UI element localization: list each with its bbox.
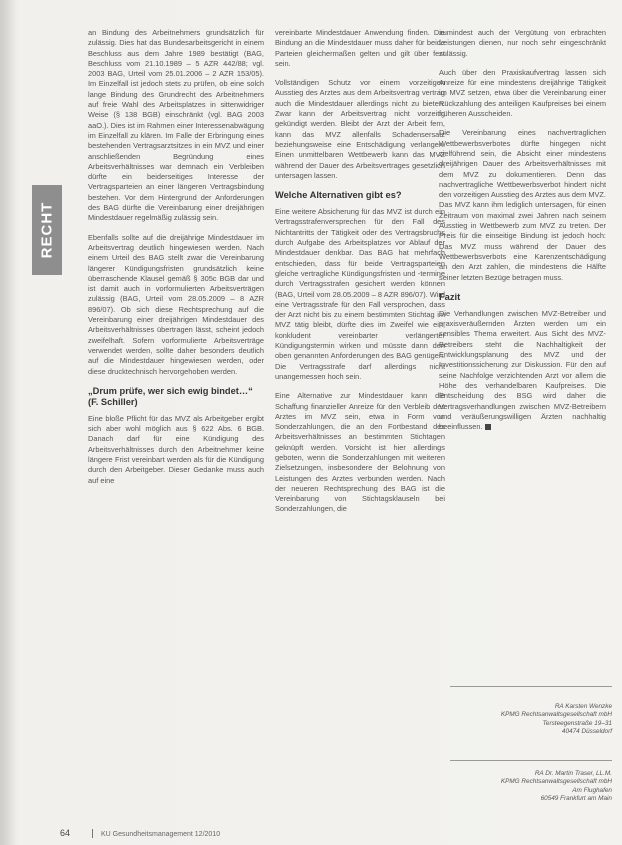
section-tab	[32, 185, 62, 275]
column-1	[88, 28, 264, 495]
author-block-1	[450, 703, 612, 736]
publication-name: KU Gesundheitsmanagement 12/2010	[101, 831, 221, 838]
author-line: 40474 Düsseldorf	[561, 727, 612, 735]
column-3	[439, 28, 606, 441]
paragraph: Eine bloße Pflicht für das MVZ als Arbeitgeber ergibt sich aber wohl möglich aus § 622 Abs. 6 BGB. Danach darf für eine Kündigung des Arbeitsverhältnisses durch den Arbeitnehmer keine längere Frist vereinbart werden als für die Kündigung durch den Arbeitgeber. Dieser Gedanke muss auch auf eine	[88, 413, 264, 485]
section-heading: „Drum prüfe, wer sich ewig bindet…“ (F. Schiller)	[88, 385, 253, 407]
author-line: KPMG Rechtsanwaltsgesellschaft mbH	[500, 711, 612, 719]
fold-shadow	[0, 0, 16, 845]
paragraph: an Bindung des Arbeitnehmers grundsätzlich für zulässig. Dies hat das Bundesarbeitsgericht in einem Beschluss aus dem Jahre 1989 bestätigt (BAG, Beschluss vom 21.10.1989 – 5 AZR 442/88; vgl. 2003 BAG, Urteil vom 25.01.2006 – 2 AZR 153/05). Im Einzelfall ist jedoch stets zu prüfen, ob eine solch lange Bindung des Grundrecht des Arbeitnehmers auf freie Wahl des Arbeitsplatzes in sittenwidriger Weise (§ 138 BGB) einschränkt (vgl. BAG 2003 aaO.). Dies ist im Rahmen einer Interessenabwägung im Einzelfall zu klären. Im Falle der Erbringung eines bestehenden Vertragsarztsitzes in ein MVZ und einer anschließenden Begründung eines Arbeitsverhältnisses war demnach ein Verbleiben dürfte ein beiderseitiges Interesse der Vertragsparteien an einer längeren Vertragsbindung bestehen. Vor dem Hintergrund der Anforderungen des BAG dürfte die Vereinbarung einer dreijährigen Mindestdauer regelmäßig zulässig sein.	[88, 28, 264, 223]
paragraph: Vollständigen Schutz vor einem vorzeitigen Ausstieg des Arztes aus dem Arbeitsvertrag vertrag auch die Mindestdauer allerdings nicht zu bieten. Zwar kann der Arbeitsvertrag nicht vorzeitig gekündigt werden. Bleibt der Arzt der Arbeit fern, kann das MVZ allenfalls Schadensersatz beziehungsweise eine Entschädigung verlangen. Einen unmittelbaren Wettbewerb kann das MVZ während der Dauer des Arbeitsvertrages gesetzlich untersagen lassen.	[275, 78, 445, 180]
paragraph: Auch über den Praxiskaufvertrag lassen sich Anreize für eine mindestens dreijährige Tätigkeit im MVZ setzen, etwa über die Vereinbarung einer Rückzahlung des anteiligen Kaufpreises bei einem früheren Ausscheiden.	[439, 67, 606, 119]
page-number: 64	[60, 828, 71, 838]
author-line: Tersteegenstraße 19–31	[542, 719, 612, 727]
paragraph: zumindest auch der Vergütung von erbrachten Leistungen dienen, nur noch sehr eingeschränkt zulässig.	[439, 28, 606, 58]
author-block-2	[450, 770, 612, 803]
paragraph: Ebenfalls sollte auf die dreijährige Mindestdauer im Arbeitsvertrag deutlich hingewiesen werden. Nach einem Urteil des BAG stellt zwar die Vereinbarung längerer Kündigungsfristen grundsätzlich keine überraschende Klausel gemäß § 305c BGB dar und ist damit auch in vorformulierten Arbeitsverträgen zulässig (BAG, Urteil vom 28.05.2009 – 8 AZR 896/07). Ob sich diese Rechtsprechung auf die Vereinbarung einer dreijährigen Mindestdauer des Arbeitsverhältnisses übertragen lässt, scheint jedoch zweifelhaft. Sofern vorformulierte Arbeitsverträge verwendet werden, sollte daher besonders deutlich auf die Mindestdauer hingewiesen werden, oder diese drucktechnisch hervorgehoben werden.	[88, 232, 264, 376]
end-mark-icon	[485, 424, 491, 430]
paragraph: Eine Alternative zur Mindestdauer kann die Schaffung finanzieller Anreize für den Verbleib des Arztes im MVZ sein, etwa in Form von Sonderzahlungen, die an den Fortbestand des Arbeitsverhältnisses an bestimmten Stichtagen geknüpft werden. Vorsicht ist hier allerdings geboten, wenn die Sonderzahlungen mit weiteren Zielsetzungen, insbesondere der Belohnung von Leistungen des Arztes verbunden werden. Nach der neueren Rechtsprechung des BAG ist die Vereinbarung von Stichtagsklauseln bei Sonderzahlungen, die	[275, 391, 445, 514]
paragraph-text: Die Verhandlungen zwischen MVZ-Betreiber und praxisveräußernden Ärzten werden um ein sensibles Thema erweitert. Aus Sicht des MVZ-Betreibers steht die Nachhaltigkeit der Entwicklungsplanung des MVZ und der Investitionssicherung zur Diskussion. Für den auf seine Nachfolge verzichtenden Arzt vor allem die Höhe des verhandelbaren Kaufpreises. Die Entscheidung des BSG wird daher die Vertragsverhandlungen zwischen MVZ-Betreibern und veräußerungswilligen Ärzten nachhaltig beeinflussen.	[439, 308, 606, 432]
author-name: RA Karsten Wenzke	[554, 703, 612, 710]
paragraph: vereinbarte Mindestdauer Anwendung finden. Die Bindung an die Mindestdauer muss daher für beide Parteien gleichermaßen gelten und gilt über fest sein.	[275, 28, 445, 68]
author-name: RA Dr. Martin Traser, LL.M.	[534, 770, 612, 777]
paragraph	[439, 309, 606, 433]
paragraph: Die Vereinbarung eines nachvertraglichen Wettbewerbsverbotes dürfte hingegen nicht zielführend sein, die Absicht einer mindestens dreijährigen Dauer des Arbeitsverhältnisses mit dem MVZ zu dokumentieren. Denn das nachvertragliche Wettbewerbsverbot hindert nicht den vorzeitigen Ausstieg des Arztes aus dem MVZ. Das MVZ kann ihm lediglich untersagen, für einen Zeitraum von maximal zwei Jahren nach seinem Ausstieg in Wettbewerb zum MVZ zu treten. Der Preis für die einseitige Bindung ist jedoch hoch: Das MVZ muss während der Dauer des Wettbewerbsverbots eine Karenzentschädigung an den Arzt zahlen, die mindestens die Hälfte seiner letzten Bezüge betragen muss.	[439, 128, 606, 282]
page-footer	[60, 828, 220, 838]
section-tab-label: RECHT	[38, 201, 56, 259]
author-line: KPMG Rechtsanwaltsgesellschaft mbH	[500, 778, 612, 786]
divider	[450, 760, 612, 761]
footer-separator	[92, 829, 93, 838]
author-line: 60549 Frankfurt am Main	[540, 794, 612, 802]
section-heading: Welche Alternativen gibt es?	[275, 190, 402, 201]
paragraph: Eine weitere Absicherung für das MVZ ist durch ein Vertragsstrafenversprechen für den Fall des Nichtantritts der Tätigkeit oder des Vertragsbruchs durch Aufgabe des Arbeitsplatzes vor Ablauf der Mindestdauer denkbar. Das BAG hat mehrfach entschieden, dass für beide Vertragsparteien gleiche vertragliche Kündigungsfristen und -termine durch Vertragsstrafen gesichert werden können (BAG, Urteil vom 28.05.2009 – 8 AZR 896/07). Wird eine Vertragsstrafe für den Fall versprochen, dass der Arzt nicht bis zu einem bestimmten Stichtag im MVZ tätig bleibt, dürfte dies im Zweifel wie ein, konkludent vereinbarter verlängerter Kündigungstermin wirken und müsste dann den oben genannten Anforderungen des BAG genügen. Die Vertragsstrafe darf allerdings nicht unangemessen hoch sein.	[275, 207, 445, 381]
divider	[450, 686, 612, 687]
column-2	[275, 28, 445, 524]
author-line: Am Flughafen	[572, 786, 612, 794]
section-heading: Fazit	[439, 291, 461, 302]
